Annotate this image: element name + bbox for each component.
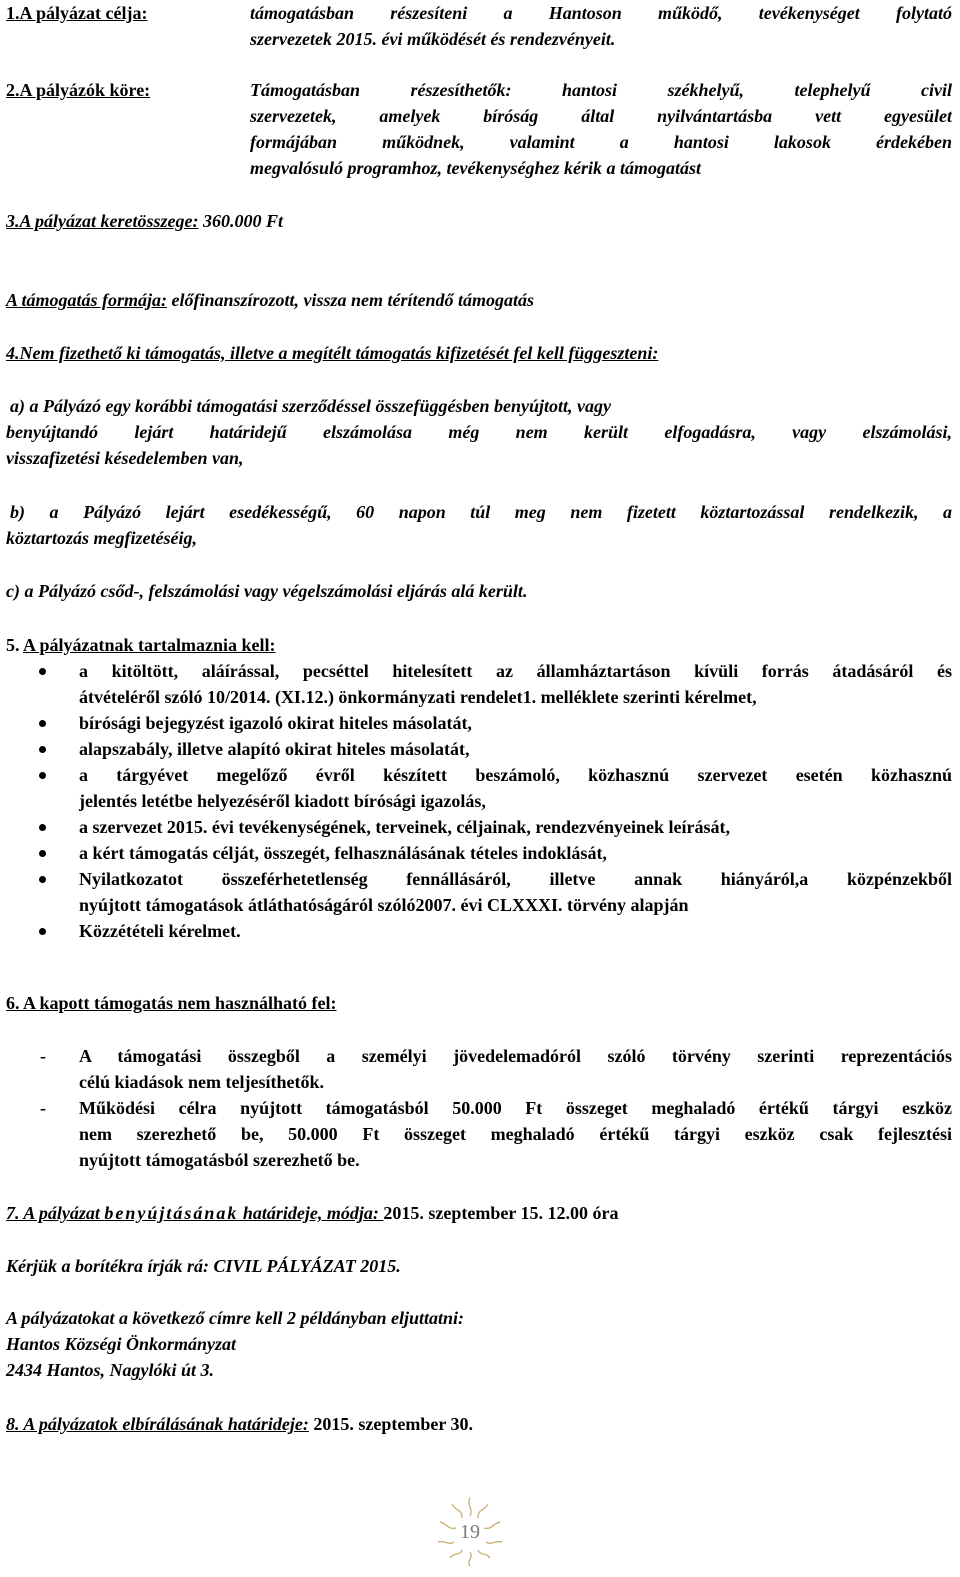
envelope-note: Kérjük a borítékra írják rá: CIVIL PÁLYÁZAT 2015. xyxy=(6,1256,401,1276)
list-item: a kért támogatás célját, összegét, felhasználásának tételes indoklását, xyxy=(6,840,952,866)
section-8-label: 8. A pályázatok elbírálásának határideje: xyxy=(6,1414,309,1434)
section-7-label-part-1: 7. A pályázat xyxy=(6,1203,105,1223)
bullet-icon xyxy=(39,928,46,935)
list-item: bírósági bejegyzést igazoló okirat hiteles másolatát, xyxy=(6,710,952,736)
list-item: Nyilatkozatot összeférhetetlenség fennállásáról, illetve annak hiányáról,a közpénzekből nyújtott támogatások átláthatóságáról szóló2007. évi CLXXXI. törvény alapján xyxy=(6,866,952,918)
section-4-item-c: c) a Pályázó csőd-, felszámolási vagy végelszámolási eljárás alá került. xyxy=(6,581,528,601)
bullet-icon xyxy=(39,850,46,857)
address-intro: A pályázatokat a következő címre kell 2 példányban eljuttatni: xyxy=(6,1308,464,1328)
section-4-item-a xyxy=(6,393,952,471)
support-form-value: előfinanszírozott, vissza nem térítendő támogatás xyxy=(167,290,535,310)
section-4-a-line-1: a) a Pályázó egy korábbi támogatási szerződéssel összefüggésben benyújtott, vagy xyxy=(10,396,611,416)
list-item: a kitöltött, aláírással, pecséttel hitelesített az államháztartáson kívüli forrás átadásáról és átvételéről szóló 10/2014. (XI.12.) önkormányzati rendelet1. melléklete szerinti kérelmet, xyxy=(6,658,952,710)
section-4-a-line-3: visszafizetési késedelemben van, xyxy=(6,448,244,468)
section-2-line-2: szervezetek, amelyek bíróság által nyilvántartásba vett egyesület xyxy=(250,106,952,126)
support-form-label: A támogatás formája: xyxy=(6,290,168,310)
section-6-heading: 6. A kapott támogatás nem használható fel: xyxy=(6,993,337,1013)
section-4-item-b xyxy=(6,499,952,551)
list-item: alapszabály, illetve alapító okirat hiteles másolatát, xyxy=(6,736,952,762)
list-item: a tárgyévet megelőző évről készített beszámoló, közhasznú szervezet esetén közhasznú jelentés letétbe helyezéséről kiadott bírósági igazolás, xyxy=(6,762,952,814)
section-3-label: 3.A pályázat keretösszege: xyxy=(6,211,199,231)
section-5-list xyxy=(6,658,952,944)
section-2-line-4: megvalósuló programhoz, tevékenységhez kérik a támogatást xyxy=(250,158,701,178)
section-2-line-3: formájában működnek, valamint a hantosi lakosok érdekében xyxy=(250,132,952,152)
page-number: 19 xyxy=(460,1521,480,1543)
section-1-line-2: szervezetek 2015. évi működését és rendezvényeit. xyxy=(250,29,616,49)
section-4-heading: 4.Nem fizethető ki támogatás, illetve a megítélt támogatás kifizetését fel kell függeszteni: xyxy=(6,343,659,363)
dash-marker: - xyxy=(40,1098,46,1118)
bullet-icon xyxy=(39,772,46,779)
page-number-ornament xyxy=(432,1494,508,1570)
section-4-b-line-2: köztartozás megfizetéséig, xyxy=(6,528,197,548)
address-block xyxy=(6,1305,952,1383)
list-item: - Működési célra nyújtott támogatásból 50.000 Ft összeget meghaladó értékű tárgyi eszköz nem szerezhető be, 50.000 Ft összeget meghaladó értékű tárgyi eszköz csak fejlesztési nyújtott támogatásból szerezhető be. xyxy=(6,1095,952,1173)
bullet-icon xyxy=(39,668,46,675)
section-4-b-line-1: b) a Pályázó lejárt esedékességű, 60 napon túl meg nem fizetett köztartozással rendelkezik, a xyxy=(10,502,952,522)
address-name: Hantos Községi Önkormányzat xyxy=(6,1334,237,1354)
section-7-label-part-3: határideje, módja: xyxy=(238,1203,384,1223)
section-2-text xyxy=(250,77,952,181)
list-item: - A támogatási összegből a személyi jövedelemadóról szóló törvény szerinti reprezentációs célú kiadások nem teljesíthetők. xyxy=(6,1043,952,1095)
bullet-icon xyxy=(39,746,46,753)
bullet-icon xyxy=(39,824,46,831)
dash-marker: - xyxy=(40,1046,46,1066)
section-2-line-1: Támogatásban részesíthetők: hantosi székhelyű, telephelyű civil xyxy=(250,80,952,100)
list-item: Közzétételi kérelmet. xyxy=(6,918,952,944)
section-7-value: 2015. szeptember 15. 12.00 óra xyxy=(383,1203,619,1223)
section-7 xyxy=(6,1200,952,1226)
section-6-list xyxy=(6,1043,952,1173)
bullet-icon xyxy=(39,720,46,727)
section-7-label-part-2: benyújtásának xyxy=(104,1203,239,1223)
list-item: a szervezet 2015. évi tevékenységének, terveinek, céljainak, rendezvényeinek leírását, xyxy=(6,814,952,840)
section-5-number: 5. xyxy=(6,635,20,655)
section-2-label: 2.A pályázók köre: xyxy=(6,80,151,100)
section-1-label: 1.A pályázat célja: xyxy=(6,3,148,23)
section-1-text xyxy=(250,0,952,52)
section-8 xyxy=(6,1411,952,1437)
section-3 xyxy=(6,208,952,234)
bullet-icon xyxy=(39,876,46,883)
section-5-title: A pályázatnak tartalmaznia kell: xyxy=(23,635,276,655)
section-8-value: 2015. szeptember 30. xyxy=(308,1414,473,1434)
address-street: 2434 Hantos, Nagylóki út 3. xyxy=(6,1360,215,1380)
section-4-a-line-2: benyújtandó lejárt határidejű elszámolása még nem került elfogadásra, vagy elszámolási, xyxy=(6,422,952,442)
section-5-heading xyxy=(6,632,952,658)
support-form xyxy=(6,287,952,313)
section-1-line-1: támogatásban részesíteni a Hantoson működő, tevékenységet folytató xyxy=(250,3,952,23)
section-3-value: 360.000 Ft xyxy=(198,211,283,231)
